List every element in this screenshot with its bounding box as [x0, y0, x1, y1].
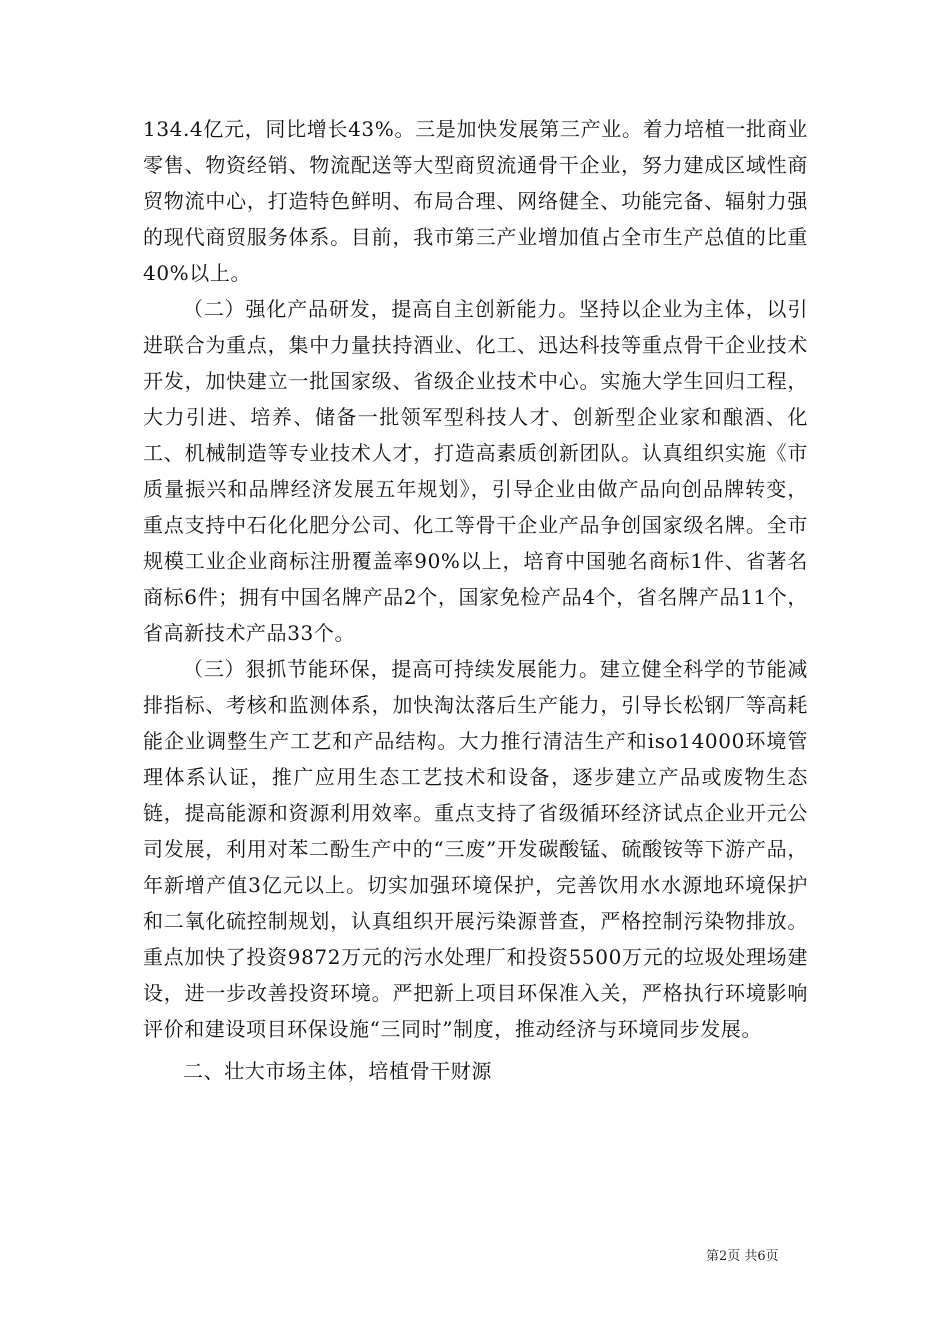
page-number: 第2页 共6页: [706, 1249, 779, 1264]
paragraph-continuation: 134.4亿元，同比增长43%。三是加快发展第三产业。着力培植一批商业零售、物资经销、物流配送等大型商贸流通骨干企业，努力建成区域性商贸物流中心，打造特色鲜明、布局合理、网络健全、功能完备、辐射力强的现代商贸服务体系。目前，我市第三产业增加值占全市生产总值的比重40%以上。: [143, 117, 808, 285]
paragraph-section-two: （二）强化产品研发，提高自主创新能力。坚持以企业为主体，以引进联合为重点，集中力量扶持酒业、化工、迅达科技等重点骨干企业技术开发，加快建立一批国家级、省级企业技术中心。实施大学生回归工程，大力引进、培养、储备一批领军型科技人才、创新型企业家和酿酒、化工、机械制造等专业技术人才，打造高素质创新团队。认真组织实施《市质量振兴和品牌经济发展五年规划》，引导企业由做产品向创品牌转变，重点支持中石化化肥分公司、化工等骨干企业产品争创国家级名牌。全市规模工业企业商标注册覆盖率90%以上，培育中国驰名商标1件、省著名商标6件；拥有中国名牌产品2个，国家免检产品4个，省名牌产品11个，省高新技术产品33个。: [143, 297, 808, 645]
paragraph-section-three: （三）狠抓节能环保，提高可持续发展能力。建立健全科学的节能减排指标、考核和监测体系，加快淘汰落后生产能力，引导长松钢厂等高耗能企业调整生产工艺和产品结构。大力推行清洁生产和iso14000环境管理体系认证，推广应用生态工艺技术和设备，逐步建立产品或废物生态链，提高能源和资源利用效率。重点支持了省级循环经济试点企业开元公司发展，利用对苯二酚生产中的“三废”开发碳酸锰、硫酸铵等下游产品，年新增产值3亿元以上。切实加强环境保护，完善饮用水水源地环境保护和二氧化硫控制规划，认真组织开展污染源普查，严格控制污染物排放。重点加快了投资9872万元的污水处理厂和投资5500万元的垃圾处理场建设，进一步改善投资环境。严把新上项目环保准入关，严格执行环境影响评价和建设项目环保设施“三同时”制度，推动经济与环境同步发展。: [143, 657, 808, 1041]
document-body: [143, 111, 808, 1089]
section-heading: 二、壮大市场主体，培植骨干财源: [183, 1059, 492, 1083]
